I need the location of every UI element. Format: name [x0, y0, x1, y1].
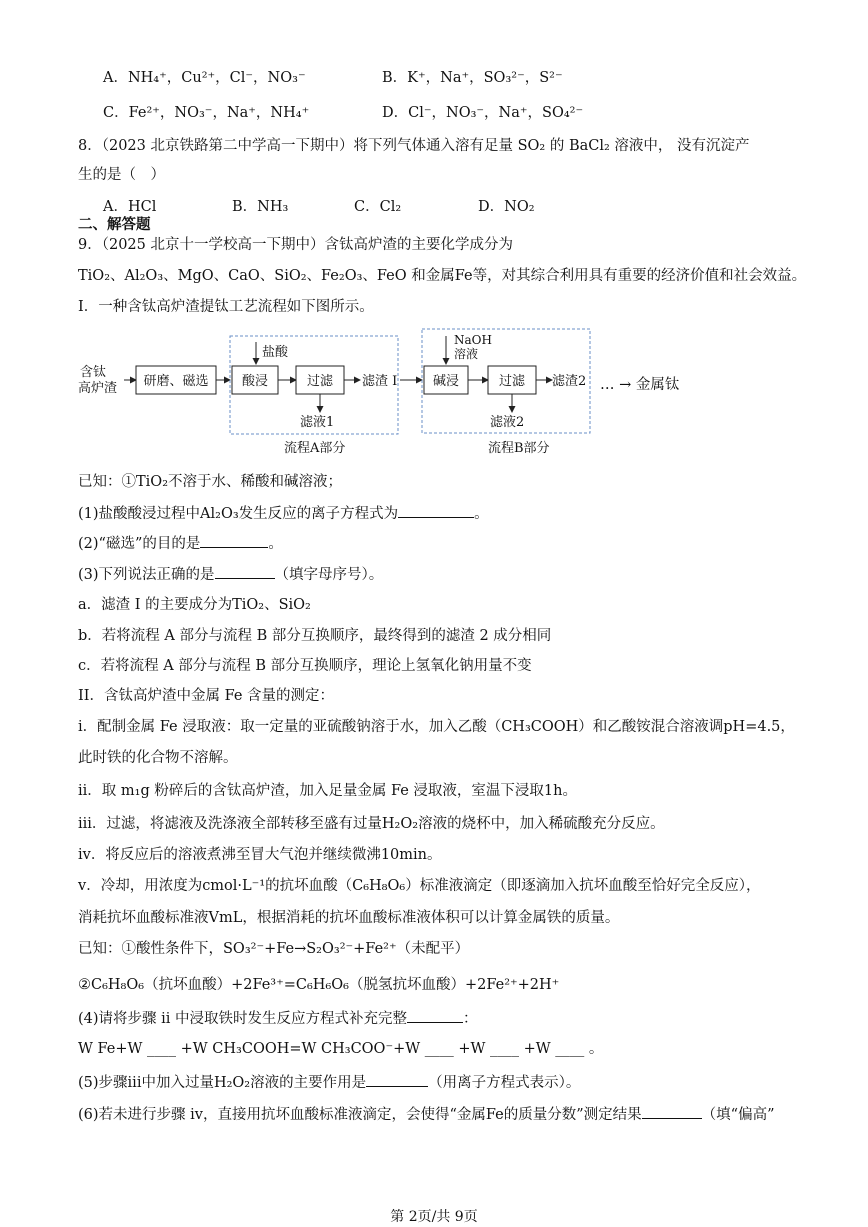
page-footer: 第 2页/共 9页 [390, 1209, 478, 1225]
answer-blank[interactable] [366, 1072, 428, 1087]
flow-feed-label-1: 含钛 [80, 365, 107, 380]
q8-stem-line1: 8．（2023 北京铁路第二中学高一下期中）将下列气体通入溶有足量 SO₂ 的 BaCl₂ 溶液中， 没有沉淀产 [78, 138, 750, 154]
flow-acid-input: 盐酸 [262, 345, 289, 360]
flow-feed-label-2: 高炉渣 [78, 381, 118, 396]
q9-sub-1 [78, 503, 489, 524]
flow-filter-2-label: 过滤 [498, 374, 526, 389]
q9-option-c: c．若将流程 A 部分与流程 B 部分互换顺序，理论上氢氧化钠用量不变 [78, 658, 532, 674]
flow-product: … → 金属钛 [600, 377, 680, 393]
q9-part-i: I．一种含钛高炉渣提钛工艺流程如下图所示。 [78, 299, 374, 315]
q9-known-2b: ②C₆H₈O₆（抗坏血酸）+2Fe³⁺=C₆H₆O₆（脱氢抗坏血酸）+2Fe²⁺+2H⁺ [78, 977, 560, 993]
flow-crush-label: 研磨、磁选 [143, 374, 209, 389]
q9-sub-4-end: ： [463, 1011, 478, 1027]
answer-blank[interactable] [215, 564, 275, 579]
q8-stem-line2: 生的是（ ） [78, 167, 165, 183]
process-flow-diagram [78, 326, 598, 458]
flow-naoh-label-2: 溶液 [454, 347, 479, 361]
flow-residue-1: 滤渣 I [362, 374, 398, 389]
q9-known-1: 已知：①TiO₂不溶于水、稀酸和碱溶液； [78, 474, 343, 490]
q9-step-i-line2: 此时铁的化合物不溶解。 [78, 750, 238, 766]
flow-naoh-label-1: NaOH [454, 333, 492, 347]
flow-part-a-label: 流程A部分 [284, 441, 346, 456]
q8-option-a: A．HCl [103, 199, 157, 215]
flow-filter-1-label: 过滤 [306, 374, 334, 389]
q9-step-iii: iii．过滤，将滤液及洗涤液全部转移至盛有过量H₂O₂溶液的烧杯中，加入稀硫酸充分反应。 [78, 816, 665, 832]
q9-step-ii: ii．取 m₁g 粉碎后的含钛高炉渣，加入足量金属 Fe 浸取液，室温下浸取1h。 [78, 783, 577, 799]
section-heading: 二、解答题 [78, 217, 151, 233]
q9-option-b: b．若将流程 A 部分与流程 B 部分互换顺序，最终得到的滤渣 2 成分相同 [78, 628, 552, 644]
q9-sub-3 [78, 564, 383, 585]
q9-stem-line2: TiO₂、Al₂O₃、MgO、CaO、SiO₂、Fe₂O₃、FeO 和金属Fe等，对其综合利用具有重要的经济价值和社会效益。 [78, 268, 807, 284]
q9-sub-6 [78, 1104, 774, 1125]
q9-sub-3-end: （填字母序号）。 [274, 567, 384, 583]
q9-sub-1-text: (1)盐酸酸浸过程中Al₂O₃发生反应的离子方程式为 [78, 506, 399, 522]
flow-part-b-label: 流程B部分 [488, 441, 550, 456]
q9-sub-4 [78, 1008, 478, 1029]
q7-option-d: D．Cl⁻，NO₃⁻，Na⁺，SO₄²⁻ [382, 105, 584, 121]
q8-option-b: B．NH₃ [232, 199, 289, 215]
q9-stem-line1: 9．（2025 北京十一学校高一下期中）含钛高炉渣的主要化学成分为 [78, 237, 513, 253]
q9-sub-2 [78, 533, 283, 554]
q9-step-v-line2: 消耗抗坏血酸标准液VmL，根据消耗的抗坏血酸标准液体积可以计算金属铁的质量。 [78, 910, 620, 926]
q9-sub-5-end: （用离子方程式表示）。 [428, 1075, 581, 1091]
answer-blank[interactable] [200, 533, 268, 548]
answer-blank[interactable] [642, 1104, 702, 1119]
q9-step-iv: iv．将反应后的溶液煮沸至冒大气泡并继续微沸10min。 [78, 847, 442, 863]
flow-residue-2: 滤渣2 [552, 374, 587, 389]
q8-option-c: C．Cl₂ [354, 199, 402, 215]
flow-filtrate-1: 滤液1 [300, 415, 335, 430]
answer-blank[interactable] [407, 1008, 463, 1023]
q9-sub-4-text: (4)请将步骤 ii 中浸取铁时发生反应方程式补充完整 [78, 1011, 408, 1027]
q9-sub-2-end: 。 [268, 536, 283, 552]
q7-option-c: C．Fe²⁺，NO₃⁻，Na⁺，NH₄⁺ [103, 105, 310, 121]
q9-sub-6-text: (6)若未进行步骤 iv，直接用抗坏血酸标准液滴定，会使得“金属Fe的质量分数”测定结果 [78, 1107, 642, 1123]
answer-blank[interactable] [398, 503, 474, 518]
flow-filtrate-2: 滤液2 [490, 415, 525, 430]
q9-sub-2-text: (2)“磁选”的目的是 [78, 536, 201, 552]
q9-step-i-line1: i．配制金属 Fe 浸取液：取一定量的亚硫酸钠溶于水，加入乙酸（CH₃COOH）和乙酸铵混合溶液调pH=4.5， [78, 719, 795, 735]
q8-option-d: D．NO₂ [478, 199, 535, 215]
flow-acid-leach-label: 酸浸 [241, 374, 269, 389]
q9-step-v-line1: v．冷却，用浓度为cmol·L⁻¹的抗坏血酸（C₆H₈O₆）标准液滴定（即逐滴加入抗坏血酸至恰好完全反应）， [78, 878, 761, 894]
q9-equation: W Fe+W ____ +W CH₃COOH=W CH₃COO⁻+W ____ +W ____ +W ____ 。 [78, 1041, 604, 1057]
q9-sub-3-text: (3)下列说法正确的是 [78, 567, 215, 583]
q9-sub-5 [78, 1072, 580, 1093]
flow-base-leach-label: 碱浸 [432, 374, 460, 389]
q7-option-b: B．K⁺，Na⁺，SO₃²⁻，S²⁻ [382, 70, 563, 86]
q7-option-a: A．NH₄⁺，Cu²⁺，Cl⁻，NO₃⁻ [103, 70, 306, 86]
q9-part-ii: II．含钛高炉渣中金属 Fe 含量的测定： [78, 688, 335, 704]
q9-option-a: a．滤渣 I 的主要成分为TiO₂、SiO₂ [78, 597, 311, 613]
q9-sub-1-end: 。 [474, 506, 489, 522]
q9-sub-5-text: (5)步骤iii中加入过量H₂O₂溶液的主要作用是 [78, 1075, 367, 1091]
q9-known-2a: 已知：①酸性条件下，SO₃²⁻+Fe→S₂O₃²⁻+Fe²⁺（未配平） [78, 941, 470, 957]
q9-sub-6-end: （填“偏高” [701, 1107, 775, 1123]
